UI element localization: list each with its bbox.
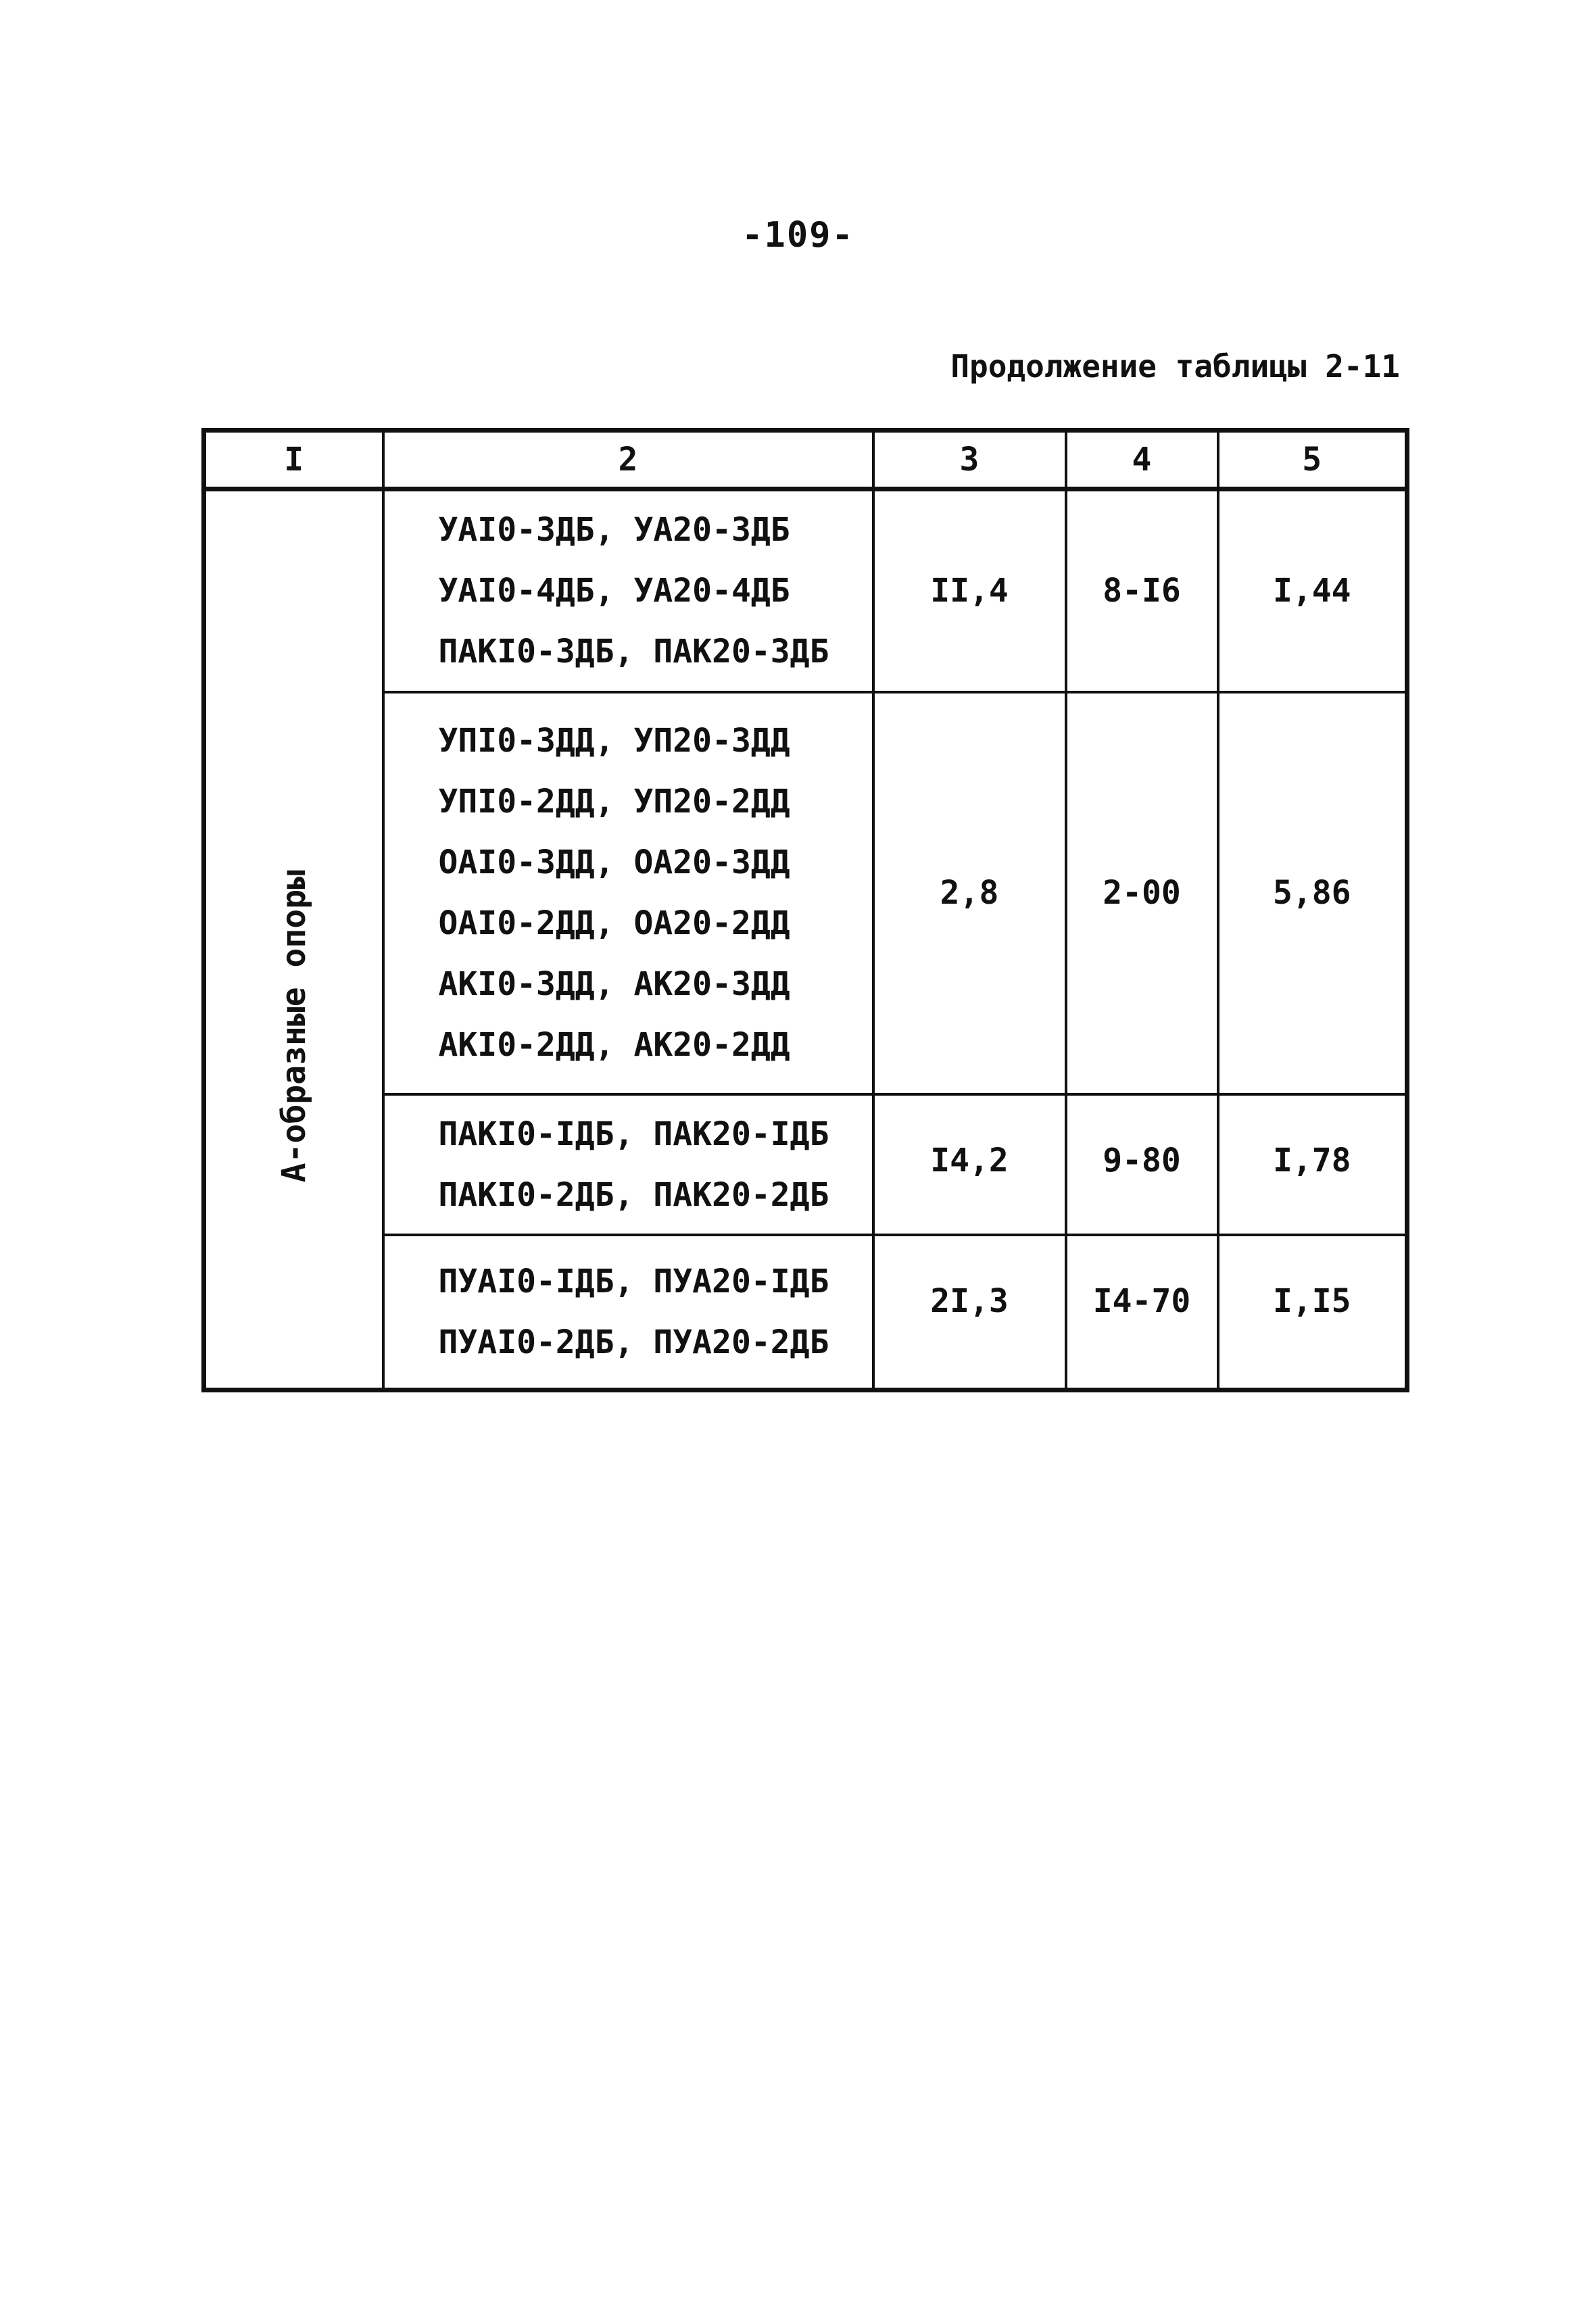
value-col-5: I,78 — [1218, 1094, 1407, 1235]
designation: УАI0-3ДБ, УА20-3ДБ — [438, 511, 790, 550]
designation: ПУАI0-IДБ, ПУА20-IДБ — [438, 1262, 829, 1300]
designation: ОАI0-3ДД, ОА20-3ДД — [438, 844, 790, 881]
group-cell — [204, 489, 383, 1390]
designation: АКI0-2ДД, АК20-2ДД — [438, 1026, 790, 1064]
designation: ПУАI0-2ДБ, ПУА20-2ДБ — [438, 1323, 829, 1361]
value-col-3: 2I,3 — [873, 1235, 1066, 1390]
table-header-row — [204, 431, 1407, 489]
names-cell — [383, 1094, 873, 1235]
value-col-4: 2-00 — [1066, 692, 1218, 1094]
designation: УАI0-4ДБ, УА20-4ДБ — [438, 572, 790, 610]
value-col-4: 9-80 — [1066, 1094, 1218, 1235]
designation: УПI0-2ДД, УП20-2ДД — [438, 783, 790, 821]
designation: АКI0-3ДД, АК20-3ДД — [438, 965, 790, 1003]
value-col-3: 2,8 — [873, 692, 1066, 1094]
header-col-5: 5 — [1218, 431, 1407, 489]
value-col-4: I4-70 — [1066, 1235, 1218, 1390]
designation: ОАI0-2ДД, ОА20-2ДД — [438, 904, 790, 942]
header-col-4: 4 — [1066, 431, 1218, 489]
header-col-1: I — [204, 431, 383, 489]
value-col-3: II,4 — [873, 489, 1066, 692]
names-cell — [383, 1235, 873, 1390]
designation: УПI0-3ДД, УП20-3ДД — [438, 722, 790, 760]
names-cell — [383, 692, 873, 1094]
value-col-5: 5,86 — [1218, 692, 1407, 1094]
designation: ПАКI0-IДБ, ПАК20-IДБ — [438, 1115, 829, 1153]
table-row — [204, 692, 1407, 1094]
value-col-5: I,I5 — [1218, 1235, 1407, 1390]
page-number: -109- — [742, 215, 854, 255]
header-col-3: 3 — [873, 431, 1066, 489]
header-col-2: 2 — [383, 431, 873, 489]
table-continuation-label: Продолжение таблицы 2-11 — [950, 348, 1400, 385]
value-col-4: 8-I6 — [1066, 489, 1218, 692]
value-col-3: I4,2 — [873, 1094, 1066, 1235]
group-label: А-образные опоры — [274, 870, 313, 1183]
data-table — [201, 428, 1409, 1392]
table-row — [204, 1094, 1407, 1235]
designation: ПАКI0-3ДБ, ПАК20-3ДБ — [438, 633, 829, 671]
names-cell — [383, 489, 873, 692]
table-row — [204, 1235, 1407, 1390]
designation: ПАКI0-2ДБ, ПАК20-2ДБ — [438, 1175, 829, 1214]
value-col-5: I,44 — [1218, 489, 1407, 692]
table-row — [204, 489, 1407, 692]
